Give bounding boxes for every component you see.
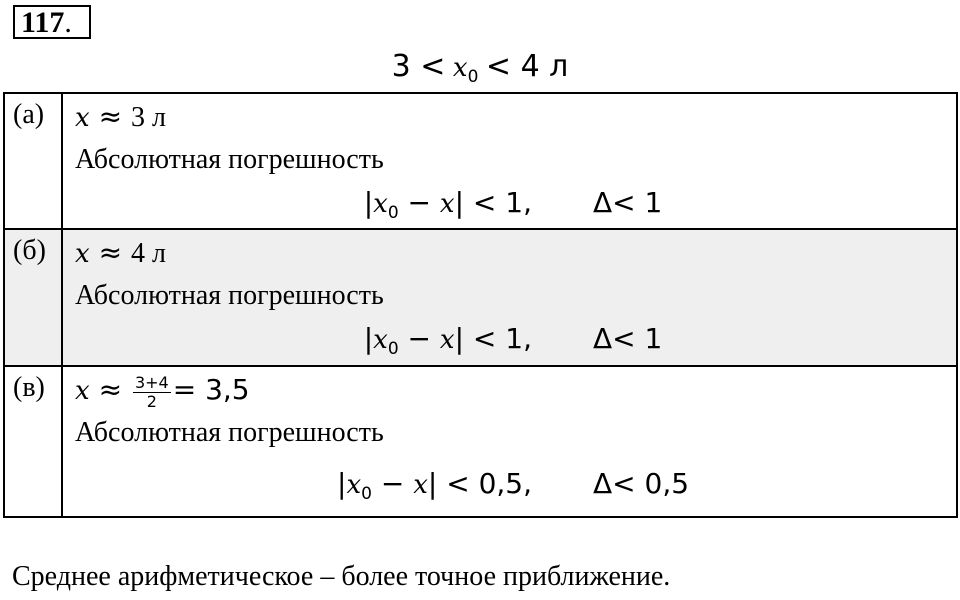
table-row [5, 367, 956, 518]
delta-estimate: Δ< 0,5 [593, 467, 690, 500]
table-row [5, 94, 956, 230]
problem-number: 117 [21, 6, 65, 39]
error-label: Абсолютная погрешность [75, 144, 384, 175]
error-inequality: $|x_0 - x| < 1$, [363, 186, 532, 223]
condition-left: 3 < [391, 49, 446, 84]
approx-sign: ≈ [89, 236, 131, 269]
problem-number-dot: . [64, 6, 72, 39]
approximation-line [75, 100, 166, 135]
problem-number-box [13, 5, 91, 39]
conclusion-text: Среднее арифметическое – более точное приближение. [12, 561, 671, 592]
row-label: (а) [5, 94, 63, 228]
approx-variable: x [75, 376, 90, 406]
approx-value: 3 л [130, 102, 166, 133]
error-inequality: $|x_0 - x| < 0,5$, [337, 467, 532, 504]
condition-subscript: 0 [467, 67, 479, 87]
fraction [133, 374, 171, 411]
condition-variable: $x_0$ [452, 53, 479, 87]
delta-estimate: Δ< 1 [593, 186, 663, 219]
delta-estimate: Δ< 1 [593, 322, 663, 355]
approx-variable: x [75, 239, 90, 269]
table-row [5, 230, 956, 367]
problem-condition [0, 50, 960, 94]
condition-right: < 4 л [485, 49, 569, 84]
error-label: Абсолютная погрешность [75, 280, 384, 311]
approx-sign: ≈ [89, 100, 131, 133]
error-inequality: $|x_0 - x| < 1$, [363, 322, 532, 359]
fraction-numerator: 3+4 [134, 373, 169, 393]
approx-value: 4 л [130, 238, 166, 269]
approx-variable: x [75, 103, 90, 133]
row-label: (б) [5, 230, 63, 365]
approximation-line [75, 373, 250, 411]
approx-sign: ≈ [89, 373, 131, 406]
row-content [63, 94, 956, 228]
solution-table [3, 92, 958, 518]
approximation-line [75, 236, 166, 271]
row-content [63, 367, 956, 518]
error-label: Абсолютная погрешность [75, 417, 384, 448]
fraction-denominator: 2 [146, 392, 157, 412]
row-label: (в) [5, 367, 63, 518]
approx-value: = 3,5 [172, 373, 250, 406]
row-content [63, 230, 956, 365]
